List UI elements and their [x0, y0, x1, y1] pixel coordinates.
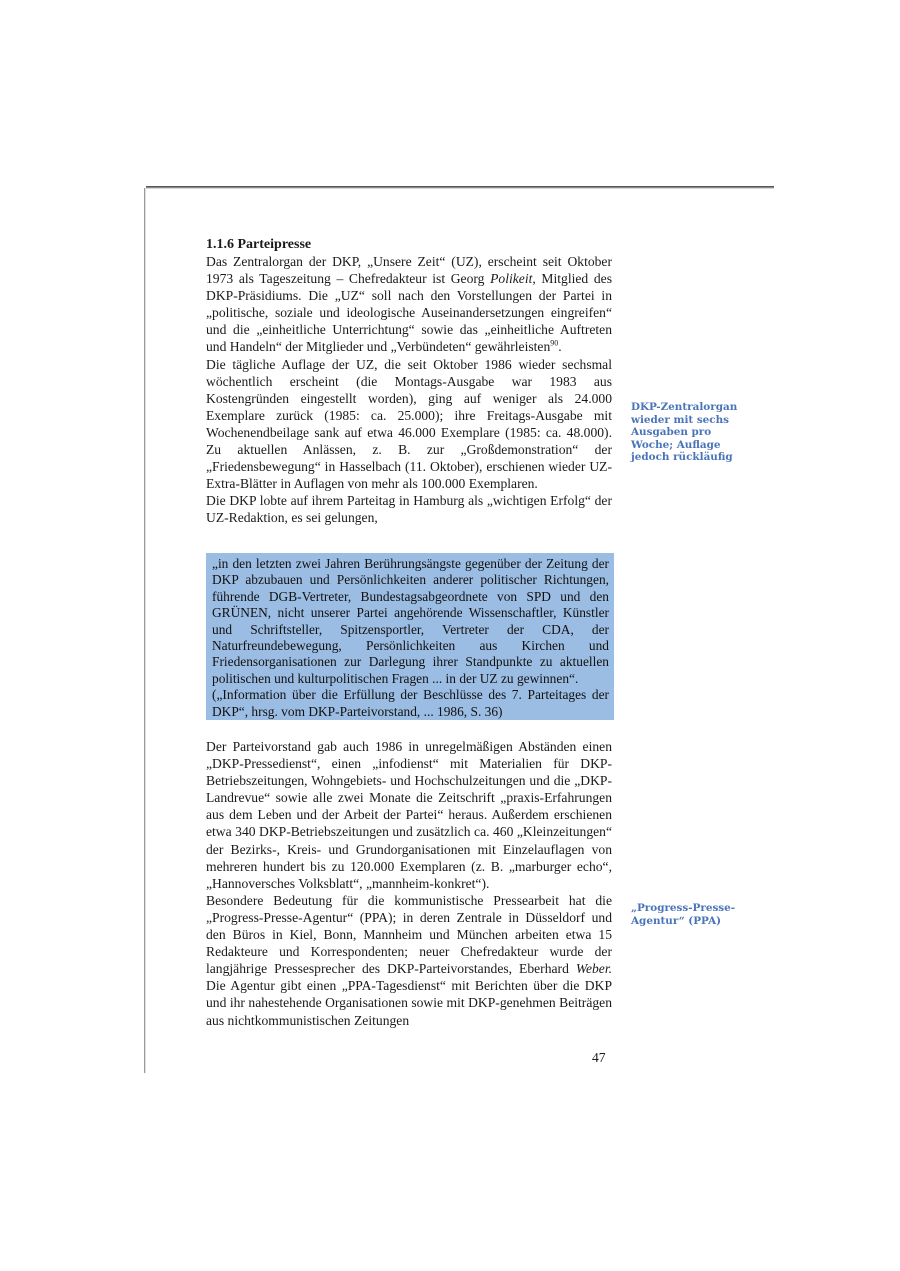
- margin-note-zentralorgan: DKP-Zentralorgan wieder mit sechs Ausgaben pro Woche; Auflage jedoch rückläufig: [631, 401, 738, 464]
- highlighted-quote: [206, 553, 614, 720]
- margin-note-ppa: „Progress-Presse-Agentur“ (PPA): [631, 902, 736, 927]
- paragraph-text: Das Zentralorgan der DKP, „Unsere Zeit“ (UZ), erscheint seit Oktober 1973 als Tageszeitung – Chefredakteur ist Georg: [206, 254, 612, 287]
- person-name: Polikeit,: [490, 271, 536, 287]
- paragraph-auflage: Die tägliche Auflage der UZ, die seit Oktober 1986 wieder sechsmal wöchentlich erscheint (die Montags-Ausgabe war 1983 aus Kostengründen eingestellt worden), ging auf weniger als 24.000 Exemplare zurück (1985: ca. 25.000); ihre Freitags-Ausgabe mit Wochenendbeilage sank auf etwa 46.000 Exemplare (1985: ca. 48.000). Zu aktuellen Anlässen, z. B. zur „Großdemonstration“ der „Friedensbewegung“ in Hasselbach (11. Oktober), erschienen wieder UZ-Extra-Blätter in Auflagen von mehr als 100.000 Exemplaren.: [206, 356, 612, 492]
- page-number: 47: [592, 1050, 606, 1065]
- footnote-ref: 90: [550, 338, 559, 348]
- paragraph-text: Besondere Bedeutung für die kommunistische Pressearbeit hat die „Progress-Presse-Agentur“ (PPA); in deren Zentrale in Düsseldorf und den Büros in Kiel, Bonn, Mannheim und München arbeiten etwa 15 Redakteure und Korrespondenten; neuer Chefredakteur wurde der langjährige Pressesprecher des DKP-Parteivorstandes, Eberhard: [206, 892, 612, 977]
- person-name: Weber.: [575, 961, 612, 977]
- paragraph-text: .: [558, 339, 562, 355]
- page-edge-left: [144, 188, 146, 1073]
- paragraph-parteitag: Die DKP lobte auf ihrem Parteitag in Hamburg als „wichtigen Erfolg“ der UZ-Redaktion, es sei gelungen,: [206, 493, 612, 526]
- paragraph-ppa: [206, 892, 612, 1029]
- paragraph-zentralorgan: [206, 253, 612, 356]
- text-block-upper: [206, 253, 612, 527]
- text-block-lower: [206, 738, 612, 1029]
- paragraph-parteivorstand: Der Parteivorstand gab auch 1986 in unregelmäßigen Abständen einen „DKP-Pressedienst“, einen „infodienst“ mit Materialien für DKP-Betriebszeitungen, Wohngebiets- und Hochschulzeitungen und die „DKP-Landrevue“ sowie alle zwei Monate die Zeitschrift „praxis-Erfahrungen aus dem Leben und der Arbeit der Partei“ heraus. Außerdem erschienen etwa 340 DKP-Betriebszeitungen und zusätzlich ca. 460 „Kleinzeitungen“ der Bezirks-, Kreis- und Grundorganisationen mit Einzelauflagen von mehreren hundert bis zu 120.000 Exemplaren (z. B. „marburger echo“, „Hannoversches Volksblatt“, „mannheim-konkret“).: [206, 739, 612, 891]
- quote-source: („Information über die Erfüllung der Beschlüsse des 7. Parteitages der DKP“, hrsg. vom DKP-Parteivorstand, ... 1986, S. 36): [212, 687, 609, 719]
- quote-text: „in den letzten zwei Jahren Berührungsängste gegenüber der Zeitung der DKP abzubauen und Persönlichkeiten anderer politischer Richtungen, führende DGB-Vertreter, Bundestagsabgeordnete von SPD und den GRÜNEN, nicht unserer Partei angehörende Wissenschaftler, Künstler und Schriftsteller, Spitzensportler, Vertreter der CDA, der Naturfreundebewegung, Persönlichkeiten aus Kirchen und Friedensorganisationen zur Darlegung ihrer Standpunkte zu aktuellen politischen und kulturpolitischen Fragen ... in der UZ zu gewinnen“.: [212, 556, 609, 686]
- paragraph-text: Die Agentur gibt einen „PPA-Tagesdienst“ mit Berichten über die DKP und ihr nahestehende Organisationen sowie mit DKP-genehmen Beiträgen aus nichtkommunistischen Zeitungen: [206, 978, 612, 1028]
- page-edge-top: [146, 186, 774, 189]
- paragraph-text: Mitglied des DKP-Präsidiums. Die „UZ“ soll nach den Vorstellungen der Partei in „politische, soziale und ideologische Auseinandersetzungen eingreifen“ und die „einheitliche Unterrichtung“ sowie das „einheitliche Auftreten und Handeln“ der Mitglieder und „Verbündeten“ gewährleisten: [206, 271, 612, 355]
- section-heading: 1.1.6 Parteipresse: [206, 237, 312, 252]
